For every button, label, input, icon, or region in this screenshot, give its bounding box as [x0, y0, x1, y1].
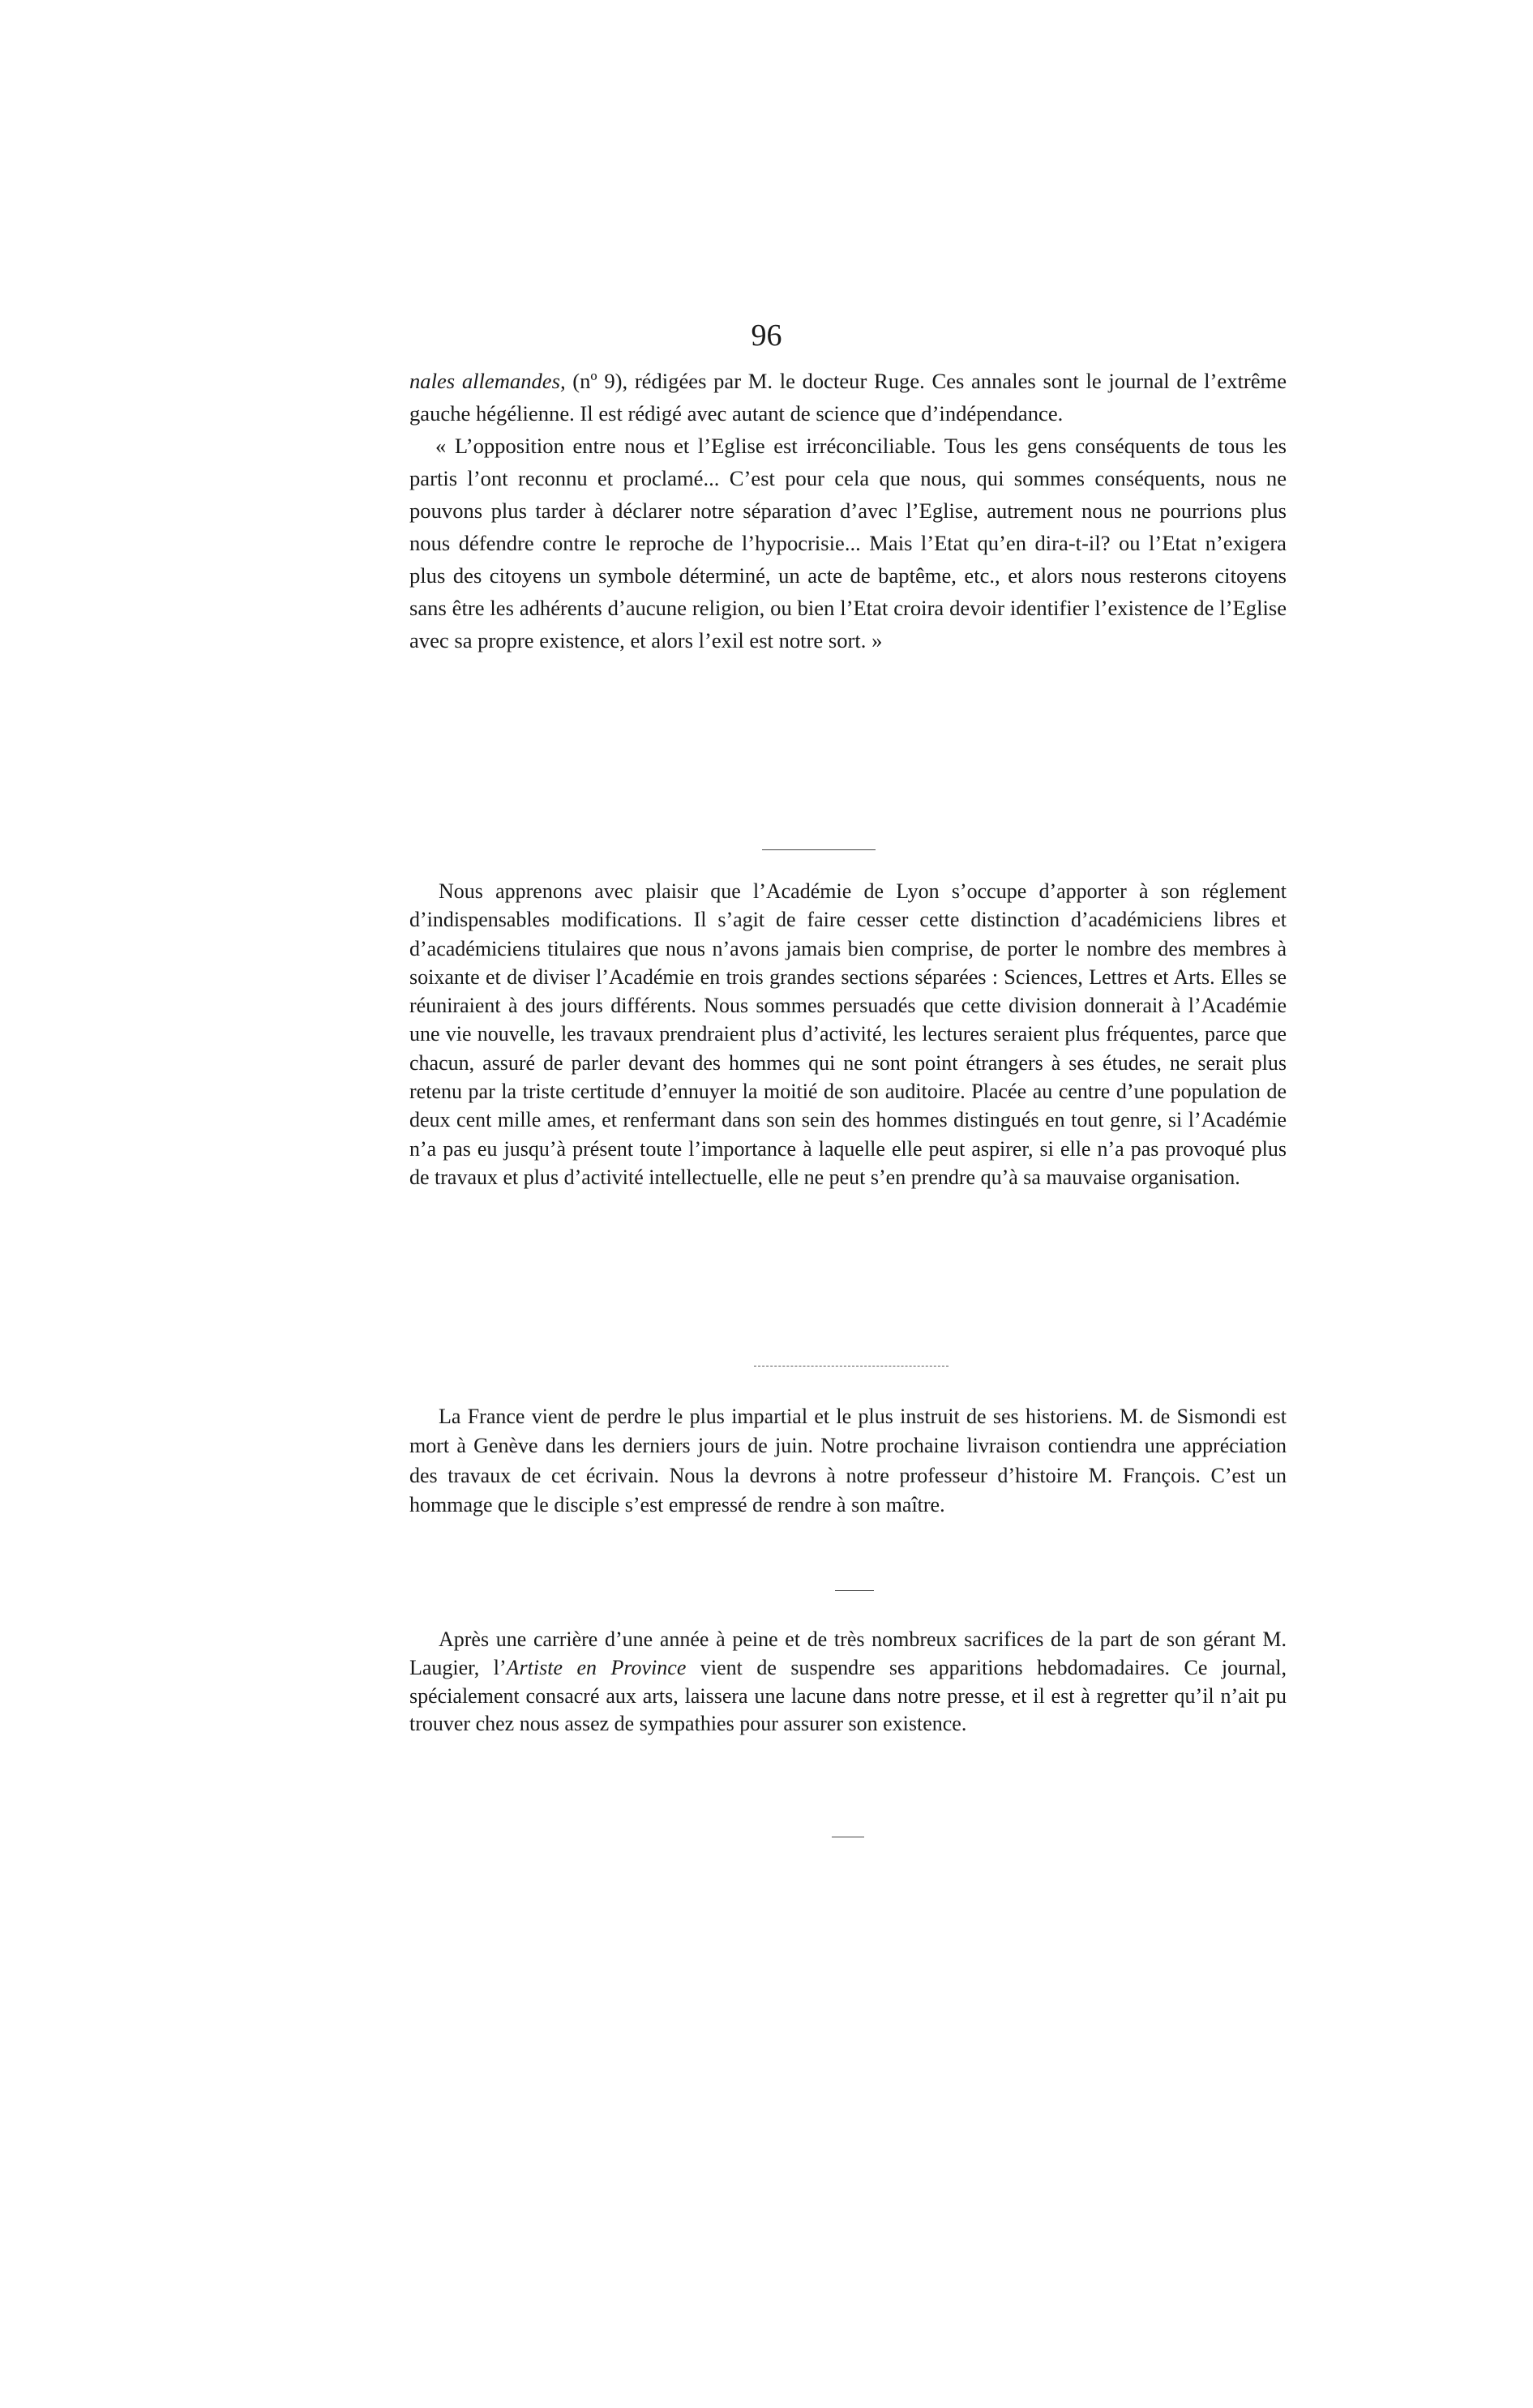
page-number: 96 — [751, 319, 782, 353]
article-artiste-province — [409, 1626, 1287, 1739]
ruge-intro-text: (nº 9), rédigées par M. le docteur Ruge. Ces annales sont le journal de l’extrême gauche hégélienne. Il est rédigé avec autant de science que d’indépendance. — [409, 369, 1287, 426]
separator-2 — [754, 1366, 948, 1367]
artiste-text-after: vient de suspendre ses apparitions hebdomadaires. Ce journal, spécialement consacré aux arts, laissera une lacune dans notre presse, et il est à regretter qu’il n’ait pu trouver chez nous assez de sympathies pour assurer son existence. — [409, 1655, 1287, 1736]
academie-paragraph: Nous apprenons avec plaisir que l’Académie de Lyon s’occupe d’apporter à son réglement d’indispensables modifications. Il s’agit de faire cesser cette distinction d’académiciens libres et d’académiciens titulaires que nous n’avons jamais bien comprise, de porter le nombre des membres à soixante et de diviser l’Académie en trois grandes sections séparées : Sciences, Lettres et Arts. Elles se réuniraient à des jours différents. Nous sommes persuadés que cette division donnerait à l’Académie une vie nouvelle, les travaux prendraient plus d’activité, les lectures seraient plus fréquentes, parce que chacun, assuré de parler devant des hommes qui ne sont point étrangers à ses études, ne serait plus retenu par la triste certitude d’ennuyer la moitié de son auditoire. Placée au centre d’une population de deux cent mille ames, et renfermant dans son sein des hommes distingués en tout genre, si l’Académie n’a pas eu jusqu’à présent toute l’importance à laquelle elle peut aspirer, si elle n’a pas provoqué plus de travaux et plus d’activité intellectuelle, elle ne peut s’en prendre qu’à sa mauvaise organisation. — [409, 879, 1287, 1189]
article-academie-lyon — [409, 877, 1287, 1191]
article-ruge — [409, 365, 1287, 657]
separator-1 — [762, 849, 876, 850]
article-sismondi — [409, 1402, 1287, 1521]
ruge-quote-paragraph: « L’opposition entre nous et l’Eglise est irréconciliable. Tous les gens conséquents de tous les partis l’ont reconnu et proclamé... C’est pour cela que nous, qui sommes conséquents, nous ne pouvons plus tarder à déclarer notre séparation d’avec l’Eglise, autrement nous ne pourrions plus nous défendre contre le reproche de l’hypocrisie... Mais l’Etat qu’en dira-t-il? ou l’Etat n’exigera plus des citoyens un symbole déterminé, un acte de baptême, etc., et alors nous resterons citoyens sans être les adhérents d’aucune religion, ou bien l’Etat croira devoir identifier l’existence de l’Eglise avec sa propre existence, et alors l’exil est notre sort. » — [409, 434, 1287, 652]
sismondi-paragraph: La France vient de perdre le plus impartial et le plus instruit de ses historiens. M. de Sismondi est mort à Genève dans les derniers jours de juin. Notre prochaine livraison contiendra une appréciation des travaux de cet écrivain. Nous la devrons à notre professeur d’histoire M. François. C’est un hommage que le disciple s’est empressé de rendre à son maître. — [409, 1405, 1287, 1517]
journal-title-italic: nales allemandes, — [409, 369, 566, 393]
artiste-title-italic: Artiste en Province — [506, 1655, 687, 1679]
separator-3 — [835, 1590, 874, 1591]
artiste-text-before: Après une carrière d’une année à peine et de très nombreux sacrifices de la part de son gérant M. Laugier, l’ — [409, 1627, 1287, 1679]
artiste-paragraph — [409, 1626, 1287, 1739]
ruge-intro-paragraph — [409, 365, 1287, 430]
